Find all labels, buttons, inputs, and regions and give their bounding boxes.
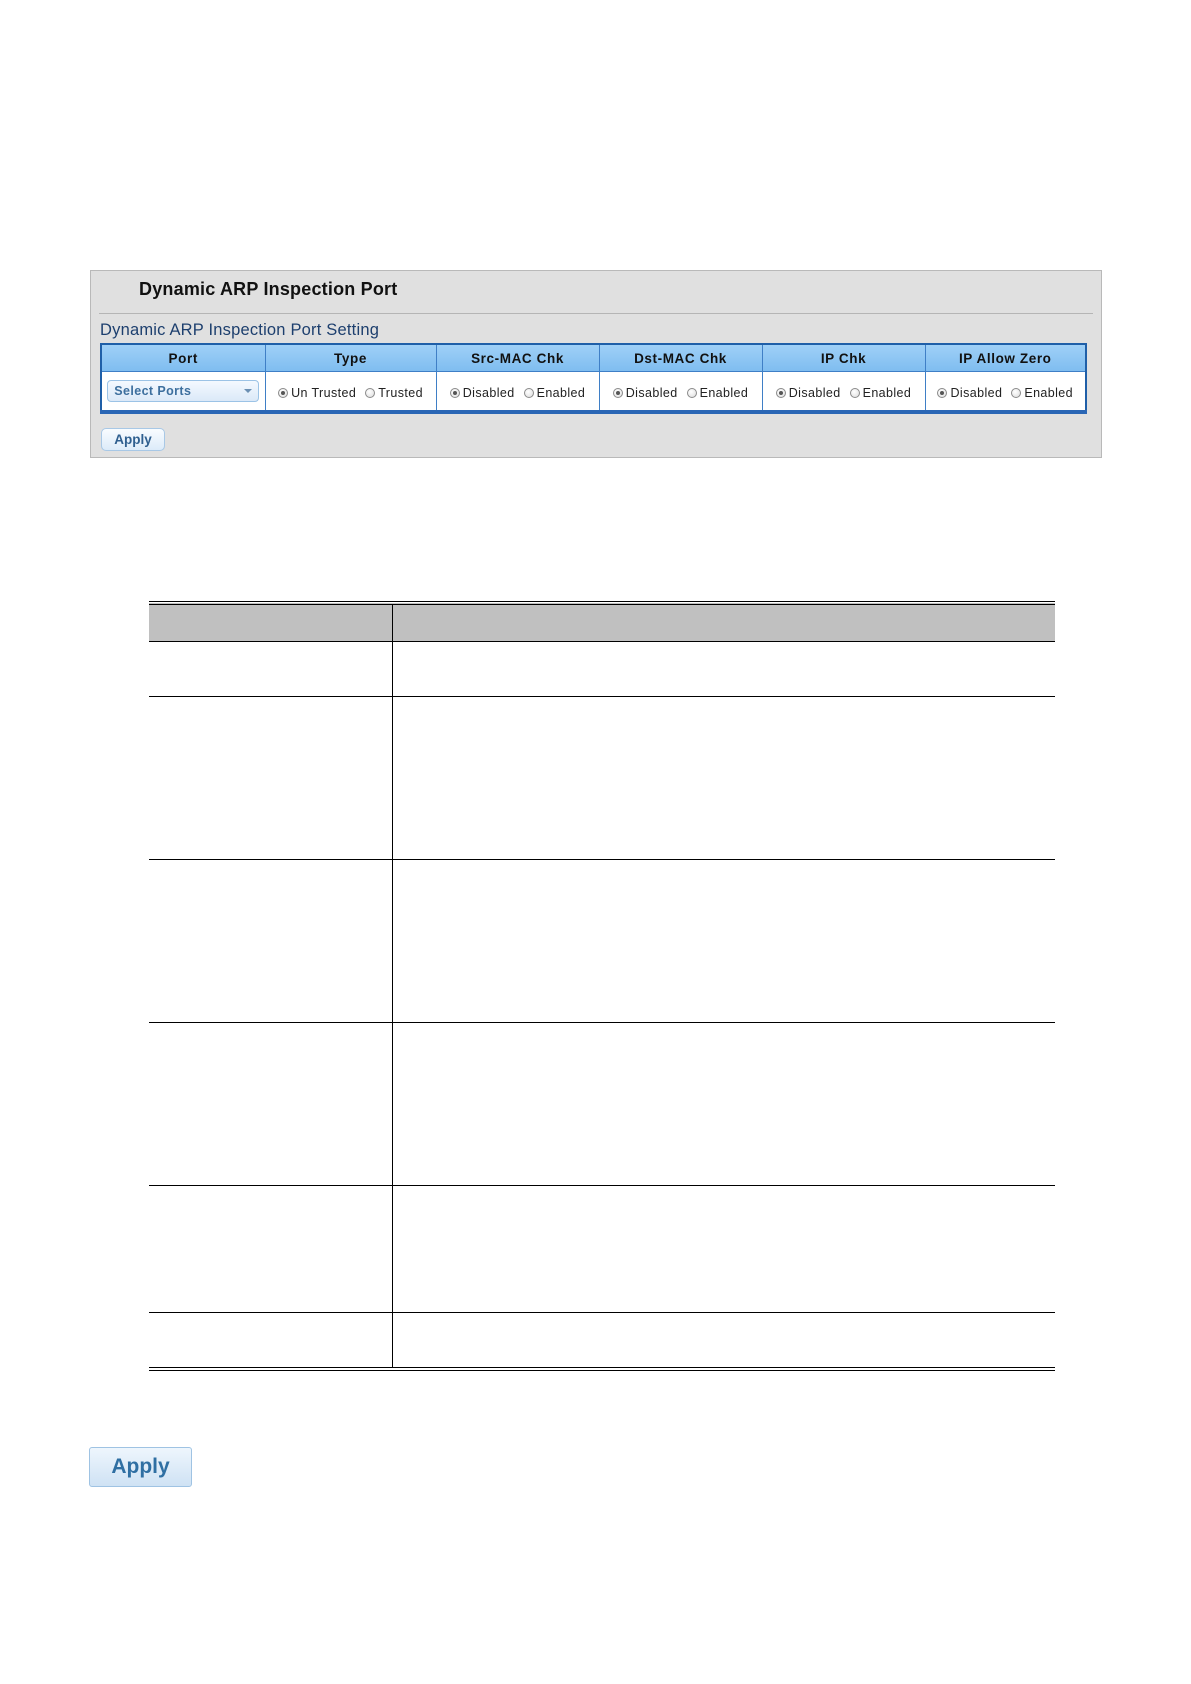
column-header-port: Port xyxy=(101,344,265,372)
ip-chk-disabled-option[interactable] xyxy=(776,386,841,400)
ip-allow-zero-enabled-label: Enabled xyxy=(1024,385,1074,400)
column-header-ip-chk: IP Chk xyxy=(762,344,925,372)
panel-apply-button[interactable]: Apply xyxy=(101,428,165,451)
select-ports-value: Select Ports xyxy=(114,384,192,398)
object-cell xyxy=(149,697,392,860)
object-description-table xyxy=(149,601,1055,1371)
src-mac-chk-radio-group xyxy=(450,386,586,400)
src-mac-chk-enabled-label: Enabled xyxy=(536,385,586,400)
dst-mac-chk-disabled-radio[interactable] xyxy=(613,388,623,398)
ip-chk-cell xyxy=(762,372,925,413)
ip-allow-zero-enabled-option[interactable] xyxy=(1011,386,1073,400)
type-untrusted-label: Un Trusted xyxy=(291,385,357,400)
description-cell xyxy=(392,642,1055,697)
table-row xyxy=(149,1023,1055,1186)
ip-allow-zero-disabled-radio[interactable] xyxy=(937,388,947,398)
object-cell xyxy=(149,642,392,697)
src-mac-chk-disabled-option[interactable] xyxy=(450,386,515,400)
object-cell xyxy=(149,1313,392,1370)
dst-mac-chk-enabled-option[interactable] xyxy=(687,386,749,400)
src-mac-chk-cell xyxy=(436,372,599,413)
ip-chk-enabled-radio[interactable] xyxy=(850,388,860,398)
ip-chk-enabled-label: Enabled xyxy=(862,385,912,400)
description-column-header xyxy=(392,603,1055,642)
column-header-ip-allow-zero: IP Allow Zero xyxy=(925,344,1086,372)
src-mac-chk-enabled-option[interactable] xyxy=(524,386,586,400)
dst-mac-chk-disabled-label: Disabled xyxy=(625,385,678,400)
table-row xyxy=(149,1186,1055,1313)
description-cell xyxy=(392,1186,1055,1313)
dst-mac-chk-cell xyxy=(599,372,762,413)
column-header-src-mac-chk: Src-MAC Chk xyxy=(436,344,599,372)
table-header-row xyxy=(101,344,1086,372)
ip-allow-zero-disabled-label: Disabled xyxy=(950,385,1003,400)
ip-chk-enabled-option[interactable] xyxy=(850,386,912,400)
table-row xyxy=(101,372,1086,413)
ip-chk-disabled-label: Disabled xyxy=(788,385,841,400)
type-untrusted-radio[interactable] xyxy=(278,388,288,398)
port-cell xyxy=(101,372,265,413)
type-trusted-option[interactable] xyxy=(365,386,423,400)
src-mac-chk-disabled-radio[interactable] xyxy=(450,388,460,398)
ip-chk-radio-group xyxy=(776,386,912,400)
type-trusted-radio[interactable] xyxy=(365,388,375,398)
ip-chk-disabled-radio[interactable] xyxy=(776,388,786,398)
object-cell xyxy=(149,1023,392,1186)
table-row xyxy=(149,860,1055,1023)
description-cell xyxy=(392,1023,1055,1186)
ip-allow-zero-radio-group xyxy=(937,386,1073,400)
ip-allow-zero-cell xyxy=(925,372,1086,413)
type-radio-group xyxy=(278,386,423,400)
table-row xyxy=(149,697,1055,860)
ip-allow-zero-disabled-option[interactable] xyxy=(937,386,1002,400)
section-title: Dynamic ARP Inspection Port Setting xyxy=(100,321,380,339)
ip-allow-zero-enabled-radio[interactable] xyxy=(1011,388,1021,398)
src-mac-chk-disabled-label: Disabled xyxy=(462,385,515,400)
type-cell xyxy=(265,372,436,413)
column-header-dst-mac-chk: Dst-MAC Chk xyxy=(599,344,762,372)
object-column-header xyxy=(149,603,392,642)
description-cell xyxy=(392,1313,1055,1370)
title-divider xyxy=(99,313,1093,314)
chevron-down-icon xyxy=(244,389,252,393)
dst-mac-chk-radio-group xyxy=(613,386,749,400)
dst-mac-chk-enabled-radio[interactable] xyxy=(687,388,697,398)
select-ports-dropdown[interactable] xyxy=(107,380,259,402)
dst-mac-chk-enabled-label: Enabled xyxy=(699,385,749,400)
port-setting-table xyxy=(100,343,1087,414)
object-cell xyxy=(149,1186,392,1313)
object-cell xyxy=(149,860,392,1023)
src-mac-chk-enabled-radio[interactable] xyxy=(524,388,534,398)
type-untrusted-option[interactable] xyxy=(278,386,356,400)
apply-button[interactable]: Apply xyxy=(89,1447,192,1487)
table-header-row xyxy=(149,603,1055,642)
type-trusted-label: Trusted xyxy=(378,385,423,400)
description-cell xyxy=(392,860,1055,1023)
description-cell xyxy=(392,697,1055,860)
panel-title: Dynamic ARP Inspection Port xyxy=(139,279,398,299)
dst-mac-chk-disabled-option[interactable] xyxy=(613,386,678,400)
column-header-type: Type xyxy=(265,344,436,372)
dai-port-panel xyxy=(90,270,1102,458)
table-row xyxy=(149,642,1055,697)
table-row xyxy=(149,1313,1055,1370)
